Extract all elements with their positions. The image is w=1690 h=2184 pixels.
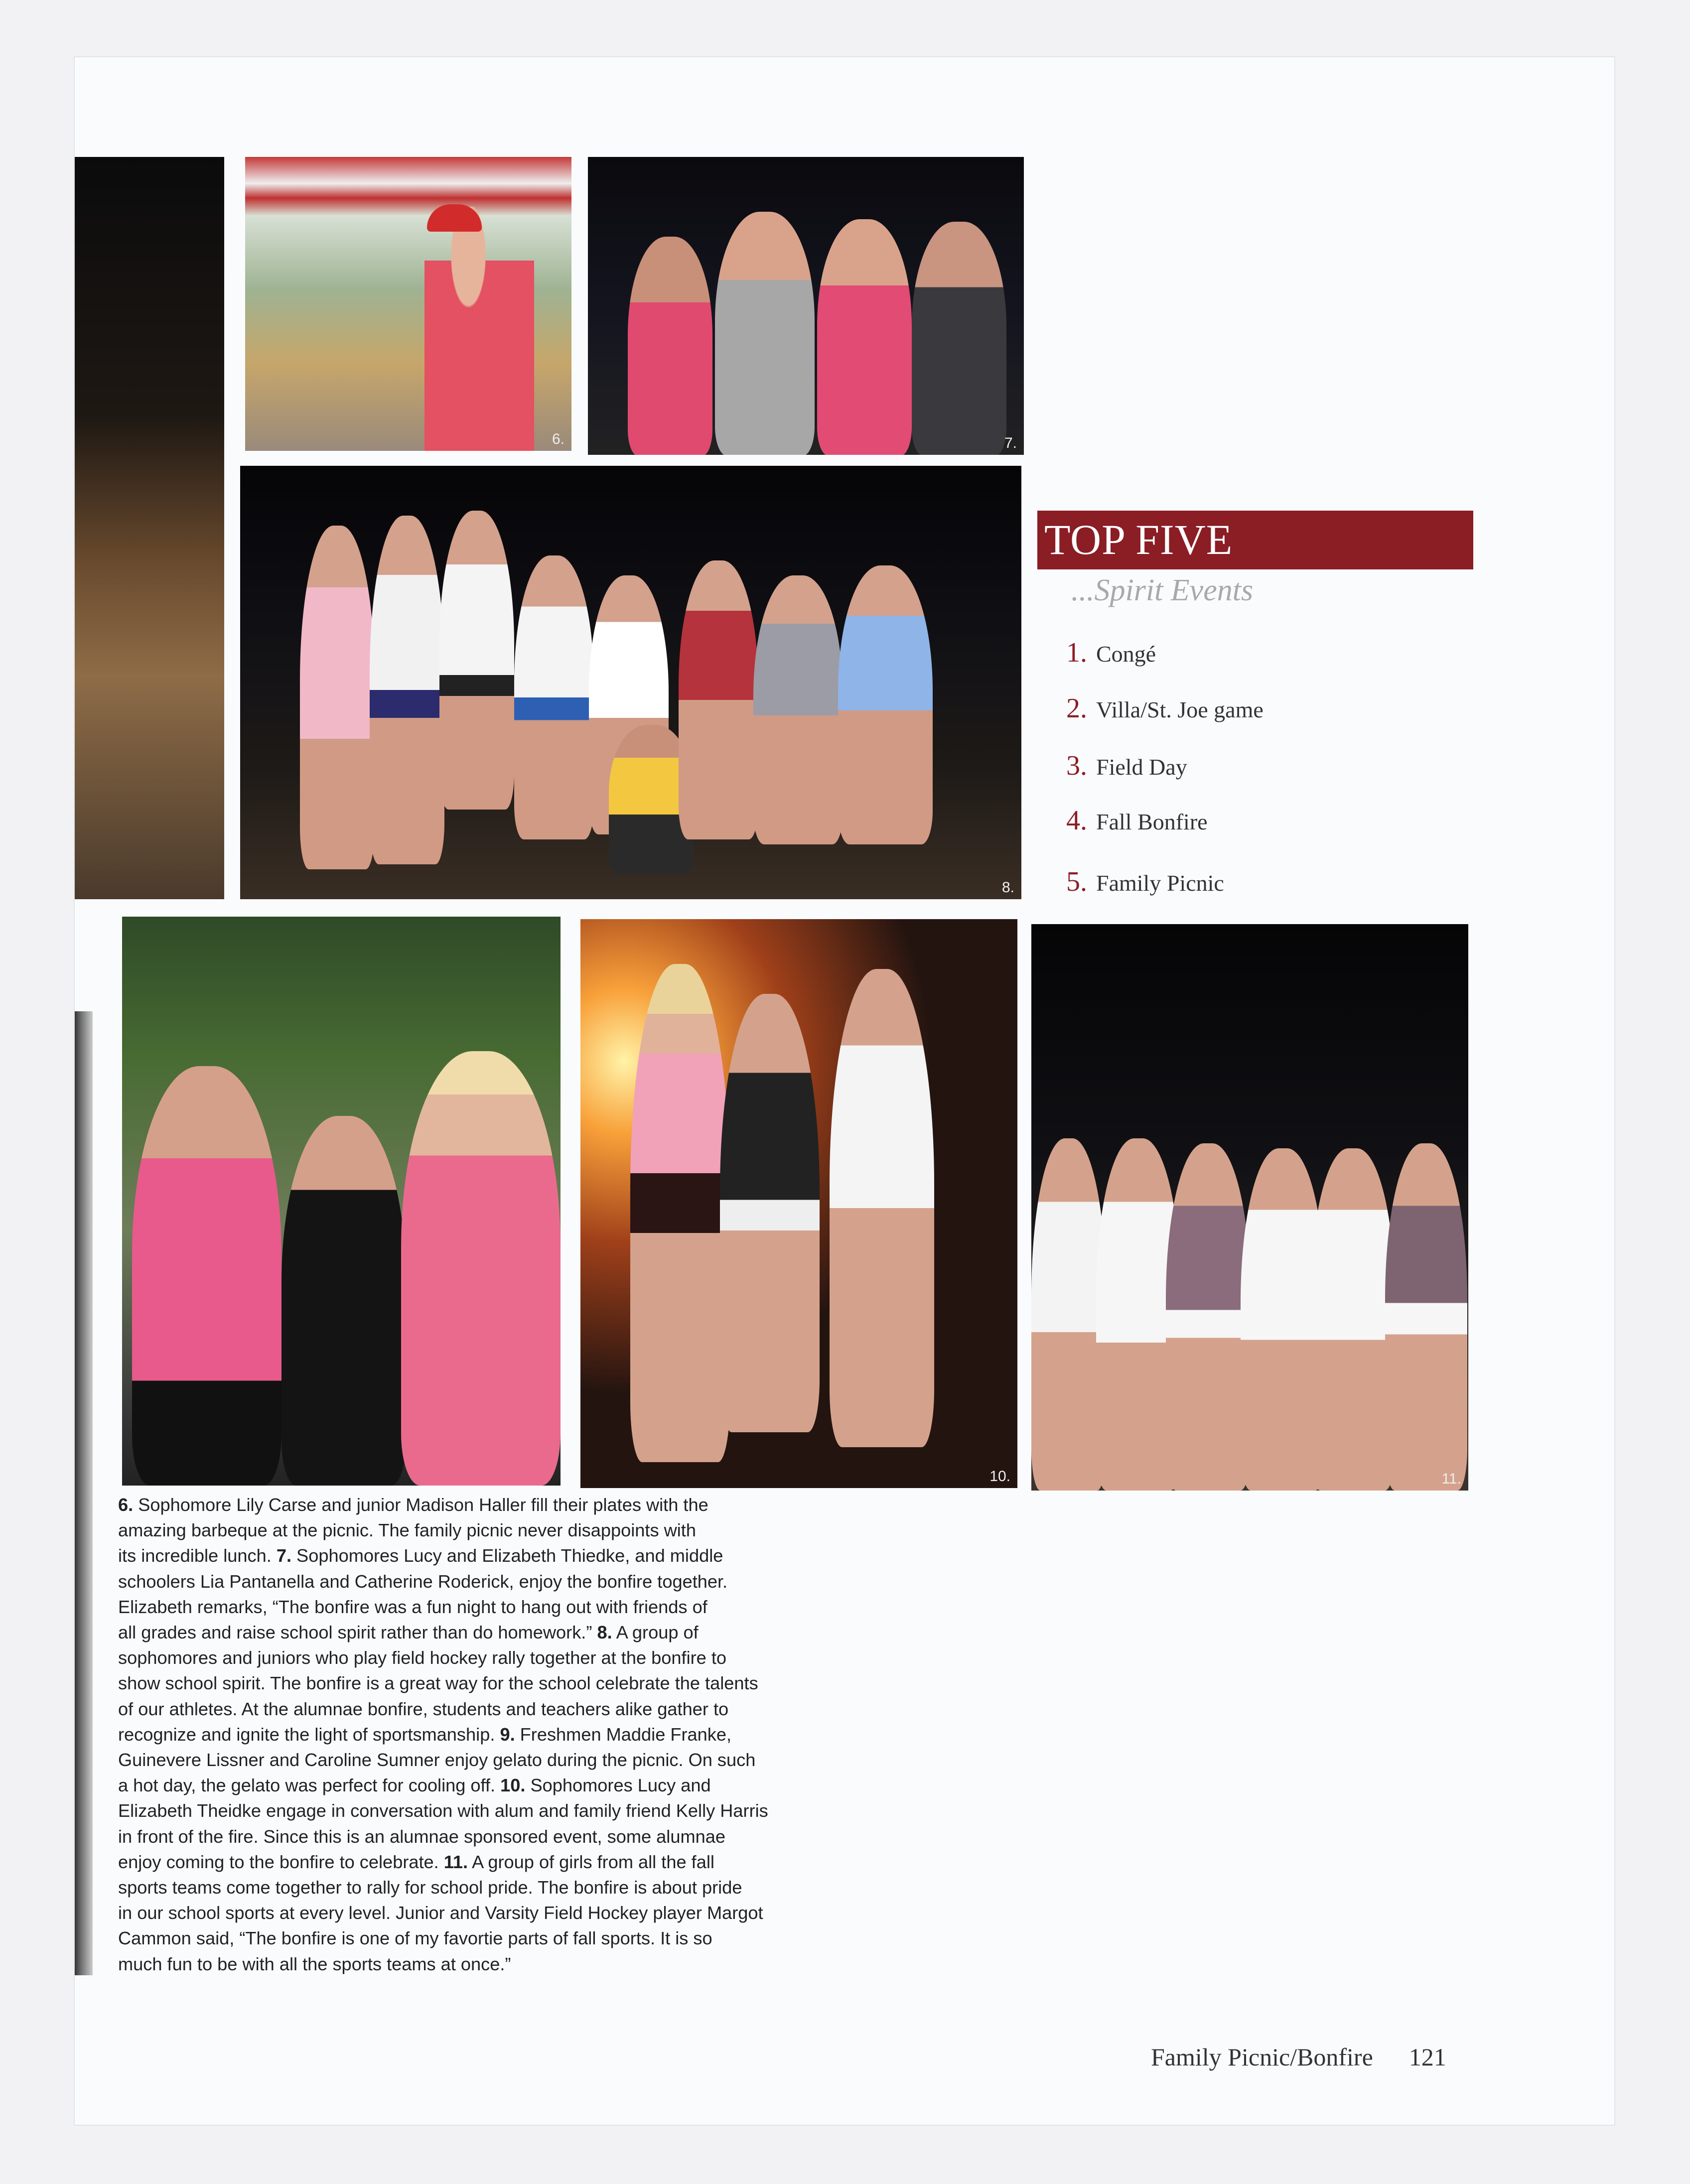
top-five-item — [1066, 805, 1208, 836]
top-five-heading-bar — [1037, 511, 1473, 569]
top-five-item — [1066, 637, 1156, 669]
top-five-heading: TOP FIVE — [1044, 516, 1233, 563]
photo-9-gelato-picnic — [122, 917, 561, 1486]
spirit-events-subheading: ...Spirit Events — [1071, 573, 1254, 607]
caption-line: in front of the fire. Since this is an alumnae sponsored event, some alumnae — [118, 1826, 725, 1847]
top-five-item — [1066, 866, 1224, 898]
caption-line: 6. Sophomore Lily Carse and junior Madison Haller fill their plates with the — [118, 1495, 708, 1515]
top-five-item-number: 2. — [1066, 693, 1087, 724]
photo-6-number: 6. — [552, 431, 564, 447]
photo-8-person — [753, 575, 843, 844]
top-five-item-label: Field Day — [1096, 754, 1187, 780]
caption-line: a hot day, the gelato was perfect for cooling off. 10. Sophomores Lucy and — [118, 1775, 711, 1796]
photo-10-person — [720, 994, 820, 1432]
top-five-item-number: 4. — [1066, 805, 1087, 836]
footer-section-title: Family Picnic/Bonfire — [1151, 2043, 1373, 2071]
photo-8-number: 8. — [1001, 879, 1014, 896]
photo-7-person — [715, 212, 815, 455]
photo-10-number: 10. — [989, 1468, 1010, 1485]
photo-9-person — [282, 1116, 406, 1486]
photo-8-person — [514, 555, 594, 839]
caption-line: in our school sports at every level. Junior and Varsity Field Hockey player Margot — [118, 1903, 763, 1923]
photo-6-picnic-barbeque — [245, 157, 571, 451]
photo-9-person — [132, 1066, 282, 1486]
caption-line: sports teams come together to rally for school pride. The bonfire is about pride — [118, 1877, 742, 1898]
caption-line: of our athletes. At the alumnae bonfire, students and teachers alike gather to — [118, 1698, 729, 1719]
photo-11-person — [1385, 1143, 1467, 1491]
caption-line: schoolers Lia Pantanella and Catherine Roderick, enjoy the bonfire together. — [118, 1571, 728, 1592]
photo-11-person — [1310, 1148, 1395, 1491]
top-five-item-label: Fall Bonfire — [1096, 809, 1208, 834]
top-five-item-label: Congé — [1096, 641, 1156, 667]
caption-line: much fun to be with all the sports teams at once.” — [118, 1953, 511, 1974]
photo-captions — [118, 1492, 816, 1977]
page-number: 121 — [1408, 2043, 1446, 2071]
photo-8-person — [300, 526, 375, 869]
caption-line: Guinevere Lissner and Caroline Sumner enjoy gelato during the picnic. On such — [118, 1750, 756, 1771]
caption-line: sophomores and juniors who play field hockey rally together at the bonfire to — [118, 1647, 727, 1668]
photo-7-number: 7. — [1004, 435, 1017, 451]
photo-7-person — [628, 237, 712, 455]
caption-line: enjoy coming to the bonfire to celebrate. 11. A group of girls from all the fall — [118, 1851, 714, 1872]
caption-line: Elizabeth remarks, “The bonfire was a fun night to hang out with friends of — [118, 1596, 707, 1617]
photo-8-person — [439, 511, 514, 810]
caption-line: recognize and ignite the light of sportsmanship. 9. Freshmen Maddie Franke, — [118, 1724, 732, 1745]
photo-11-person — [1166, 1143, 1251, 1491]
top-five-item-number: 1. — [1066, 637, 1087, 668]
photo-11-number: 11. — [1441, 1471, 1461, 1487]
photo-10-person — [830, 969, 934, 1447]
photo-7-bonfire-group — [588, 157, 1024, 455]
caption-line: Elizabeth Theidke engage in conversation with alum and family friend Kelly Harris — [118, 1800, 768, 1821]
photo-8-person — [838, 565, 933, 844]
top-five-item — [1066, 750, 1187, 782]
photo-10-person — [630, 964, 730, 1462]
photo-8-person — [370, 516, 444, 864]
caption-line: its incredible lunch. 7. Sophomores Lucy and Elizabeth Thiedke, and middle — [118, 1545, 723, 1566]
page-spine — [75, 1011, 93, 1975]
photo-11-fall-sports-teams — [1031, 924, 1468, 1491]
photo-9-person — [401, 1051, 561, 1486]
caption-line: show school spirit. The bonfire is a great way for the school celebrate the talents — [118, 1673, 758, 1694]
photo-7-person — [817, 219, 912, 455]
photo-7-person — [912, 222, 1006, 455]
top-five-item — [1066, 692, 1264, 724]
photo-6-student — [424, 207, 534, 451]
photo-8-field-hockey-group — [240, 466, 1021, 899]
top-five-item-label: Villa/St. Joe game — [1096, 697, 1264, 722]
bonfire-wood-photo — [75, 157, 224, 899]
caption-line: all grades and raise school spirit rather than do homework.” 8. A group of — [118, 1622, 699, 1643]
photo-11-person — [1031, 1138, 1106, 1491]
top-five-item-label: Family Picnic — [1096, 870, 1224, 896]
photo-8-person — [679, 560, 758, 839]
top-five-item-number: 3. — [1066, 750, 1087, 781]
page-footer — [1151, 2043, 1446, 2071]
photo-10-conversation-fire — [580, 919, 1017, 1488]
caption-line: amazing barbeque at the picnic. The family picnic never disappoints with — [118, 1520, 696, 1541]
caption-line: Cammon said, “The bonfire is one of my favortie parts of fall sports. It is so — [118, 1928, 712, 1949]
top-five-item-number: 5. — [1066, 866, 1087, 897]
